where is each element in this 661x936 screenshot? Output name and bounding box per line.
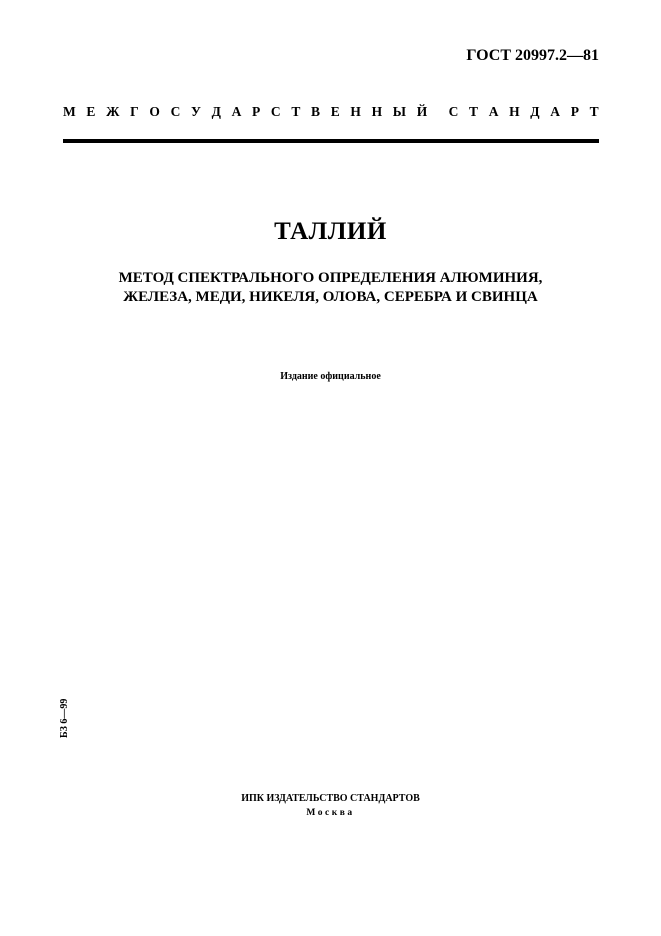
publisher-city: Москва — [306, 808, 355, 818]
subtitle-line-2: ЖЕЛЕЗА, МЕДИ, НИКЕЛЯ, ОЛОВА, СЕРЕБРА И СВИНЦА — [123, 289, 538, 305]
document-code: ГОСТ 20997.2—81 — [466, 47, 599, 64]
standard-type-letter: Н — [350, 104, 361, 119]
document-subtitle — [0, 269, 661, 307]
standard-type-letter: Н — [509, 104, 520, 119]
publisher-name: ИПК ИЗДАТЕЛЬСТВО СТАНДАРТОВ — [241, 793, 420, 804]
standard-type-letter: С — [170, 104, 181, 119]
subtitle-line-1: МЕТОД СПЕКТРАЛЬНОГО ОПРЕДЕЛЕНИЯ АЛЮМИНИЯ, — [118, 270, 543, 286]
standard-type-letter: У — [191, 104, 201, 119]
standard-type-letter: Н — [371, 104, 383, 119]
standard-type-letter: М — [63, 104, 76, 119]
standard-type-letter: Е — [330, 104, 340, 119]
header-divider — [63, 139, 599, 143]
side-code: БЗ 6—99 — [59, 698, 70, 738]
standard-type-letter: Т — [589, 104, 599, 119]
standard-type-letter: С — [448, 104, 459, 119]
document-title: ТАЛЛИЙ — [274, 218, 387, 245]
standard-type-letter: Е — [86, 104, 96, 119]
standard-type-letter: Г — [130, 104, 139, 119]
standard-type-letter: Д — [530, 104, 540, 119]
standard-type-letter: Р — [570, 104, 579, 119]
standard-type-letter: Д — [211, 104, 221, 119]
edition-note: Издание официальное — [280, 371, 381, 382]
standard-type-letter: Ж — [106, 104, 120, 119]
standard-type-letter: Ы — [392, 104, 407, 119]
standard-type-heading — [63, 104, 599, 120]
standard-type-letter: В — [311, 104, 321, 119]
standard-type-letter: С — [270, 104, 281, 119]
standard-type-letter: Р — [252, 104, 261, 119]
standard-type-letter: А — [231, 104, 242, 119]
standard-type-letter: Й — [416, 104, 428, 119]
standard-type-letter: Т — [469, 104, 479, 119]
standard-type-letter: А — [550, 104, 561, 119]
standard-type-letter: А — [488, 104, 499, 119]
standard-type-letter: Т — [291, 104, 301, 119]
standard-type-letter: О — [149, 104, 160, 119]
